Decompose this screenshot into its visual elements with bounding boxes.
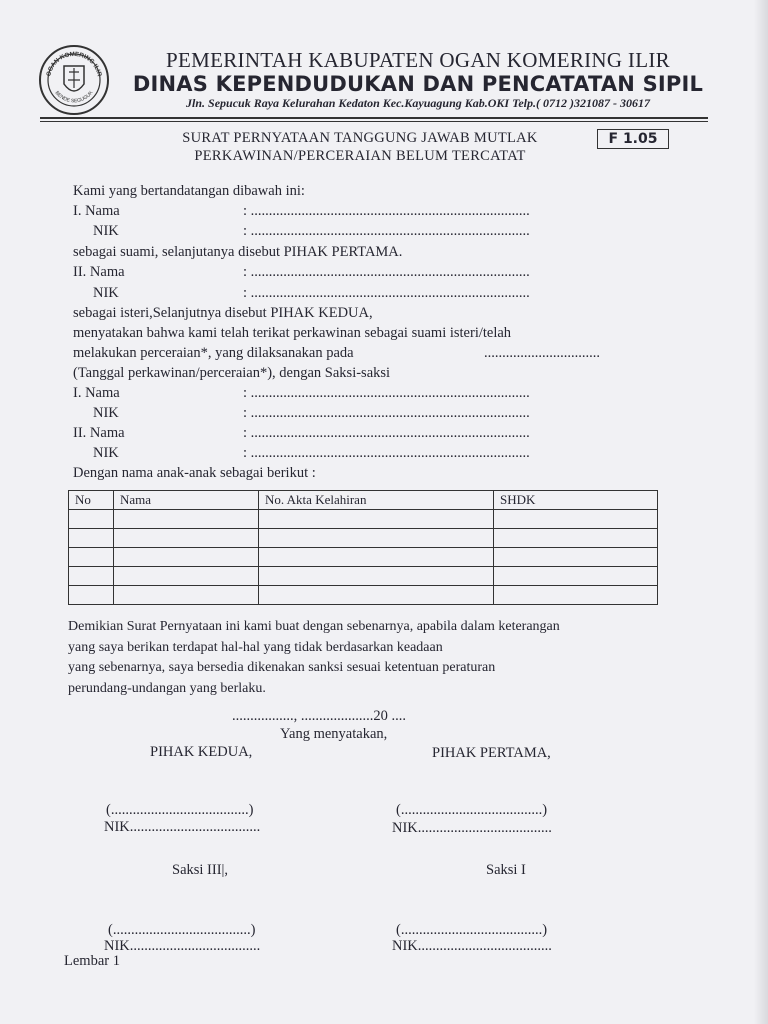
children-intro: Dengan nama anak-anak sebagai berikut :	[73, 465, 316, 481]
witness1-name-field[interactable]: : .............................................................................	[243, 385, 530, 401]
table-cell[interactable]	[114, 529, 259, 548]
party1-nik-label: NIK	[93, 223, 119, 239]
party1-nik-field[interactable]: : .............................................................................	[243, 223, 530, 239]
department-name: DINAS KEPENDUDUKAN DAN PENCATATAN SIPIL	[132, 72, 704, 96]
party2-name-label: II. Nama	[73, 264, 125, 280]
party2-signature-label: PIHAK KEDUA,	[150, 744, 253, 760]
event-date-field[interactable]: ................................	[484, 345, 600, 361]
witness2-name-field[interactable]: : .............................................................................	[243, 425, 530, 441]
party1-note: sebagai suami, selanjutanya disebut PIHAK PERTAMA.	[73, 244, 403, 260]
header-rule-thick	[40, 117, 708, 119]
witness2-name-label: II. Nama	[73, 425, 125, 441]
office-address: Jln. Sepucuk Raya Kelurahan Kedaton Kec.Kayuagung Kab.OKI Telp.( 0712 )321087 - 30617	[186, 96, 650, 110]
intro-text: Kami yang bertandatangan dibawah ini:	[73, 183, 305, 199]
witness1-signature-label: Saksi I	[486, 862, 526, 878]
witness2-signature-label: Saksi III|,	[172, 862, 229, 878]
party1-name-signature-field[interactable]: (.......................................)	[396, 802, 548, 818]
header-rule-thin	[40, 121, 708, 122]
witness1-nik-signature-field[interactable]: NIK.....................................	[392, 938, 552, 954]
closing-line1: Demikian Surat Pernyataan ini kami buat dengan sebenarnya, apabila dalam keterangan	[68, 619, 560, 634]
closing-line4: perundang-undangan yang berlaku.	[68, 680, 266, 696]
page-edge-shadow	[754, 0, 768, 1024]
witness2-nik-field[interactable]: : .............................................................................	[243, 445, 530, 461]
regency-emblem-icon	[38, 44, 110, 116]
col-header-akta: No. Akta Kelahiran	[259, 491, 494, 510]
party1-nik-signature-field[interactable]: NIK.....................................	[392, 820, 552, 836]
table-row	[69, 586, 658, 605]
party2-name-field[interactable]: : .............................................................................	[243, 264, 530, 280]
emblem-bottom-text: BENDE SEGUGUK	[53, 90, 95, 105]
document-title-line1: SURAT PERNYATAAN TANGGUNG JAWAB MUTLAK	[182, 130, 538, 146]
sheet-label: Lembar 1	[64, 953, 120, 969]
party2-nik-field[interactable]: : .............................................................................	[243, 285, 530, 301]
children-table	[68, 490, 658, 605]
table-cell[interactable]	[114, 586, 259, 605]
witness1-nik-label: NIK	[93, 405, 119, 421]
table-row	[69, 529, 658, 548]
closing-line2: yang saya berikan terdapat hal-hal yang tidak berdasarkan keadaan	[68, 639, 443, 655]
table-cell[interactable]	[494, 529, 658, 548]
document-title-line2: PERKAWINAN/PERCERAIAN BELUM TERCATAT	[194, 148, 526, 164]
table-cell[interactable]	[259, 510, 494, 529]
table-cell[interactable]	[69, 529, 114, 548]
form-code-badge: F 1.05	[597, 129, 669, 149]
witness1-name-signature-field[interactable]: (.......................................)	[396, 922, 548, 938]
party1-signature-label: PIHAK PERTAMA,	[432, 745, 551, 761]
table-row	[69, 510, 658, 529]
table-cell[interactable]	[259, 529, 494, 548]
table-cell[interactable]	[69, 510, 114, 529]
table-header-row	[69, 491, 658, 510]
party2-nik-label: NIK	[93, 285, 119, 301]
statement-line3: (Tanggal perkawinan/perceraian*), dengan Saksi-saksi	[73, 365, 391, 381]
closing-paragraph	[68, 617, 648, 699]
witness2-name-signature-field[interactable]: (......................................)	[108, 922, 256, 938]
party2-name-signature-field[interactable]: (......................................)	[106, 802, 254, 818]
witness2-nik-label: NIK	[93, 445, 119, 461]
table-cell[interactable]	[494, 510, 658, 529]
party2-nik-signature-field[interactable]: NIK....................................	[104, 819, 261, 835]
table-cell[interactable]	[494, 586, 658, 605]
table-cell[interactable]	[114, 510, 259, 529]
witness2-nik-signature-field[interactable]: NIK....................................	[104, 938, 261, 954]
witness1-name-label: I. Nama	[73, 385, 120, 401]
party1-name-field[interactable]: : .............................................................................	[243, 203, 530, 219]
statement-line2: melakukan perceraian*, yang dilaksanakan pada	[73, 345, 354, 361]
place-date-field[interactable]: ................., ....................20 ....	[232, 708, 406, 724]
table-cell[interactable]	[69, 567, 114, 586]
col-header-nama: Nama	[114, 491, 259, 510]
col-header-no: No	[69, 491, 114, 510]
table-row	[69, 567, 658, 586]
table-cell[interactable]	[494, 548, 658, 567]
table-cell[interactable]	[69, 548, 114, 567]
table-row	[69, 548, 658, 567]
emblem-top-text: OGAN KOMERING ILIR	[45, 50, 103, 78]
government-name: PEMERINTAH KABUPATEN OGAN KOMERING ILIR	[166, 48, 670, 72]
table-cell[interactable]	[114, 567, 259, 586]
table-cell[interactable]	[259, 567, 494, 586]
statement-line1: menyatakan bahwa kami telah terikat perkawinan sebagai suami isteri/telah	[73, 325, 512, 341]
party2-note: sebagai isteri,Selanjutnya disebut PIHAK KEDUA,	[73, 305, 373, 321]
witness1-nik-field[interactable]: : .............................................................................	[243, 405, 530, 421]
table-cell[interactable]	[494, 567, 658, 586]
table-cell[interactable]	[259, 548, 494, 567]
declaring-label: Yang menyatakan,	[280, 726, 388, 742]
col-header-shdk: SHDK	[494, 491, 658, 510]
table-cell[interactable]	[69, 586, 114, 605]
table-cell[interactable]	[259, 586, 494, 605]
closing-line3: yang sebenarnya, saya bersedia dikenakan sanksi sesuai ketentuan peraturan	[68, 660, 496, 675]
table-cell[interactable]	[114, 548, 259, 567]
party1-name-label: I. Nama	[73, 203, 120, 219]
